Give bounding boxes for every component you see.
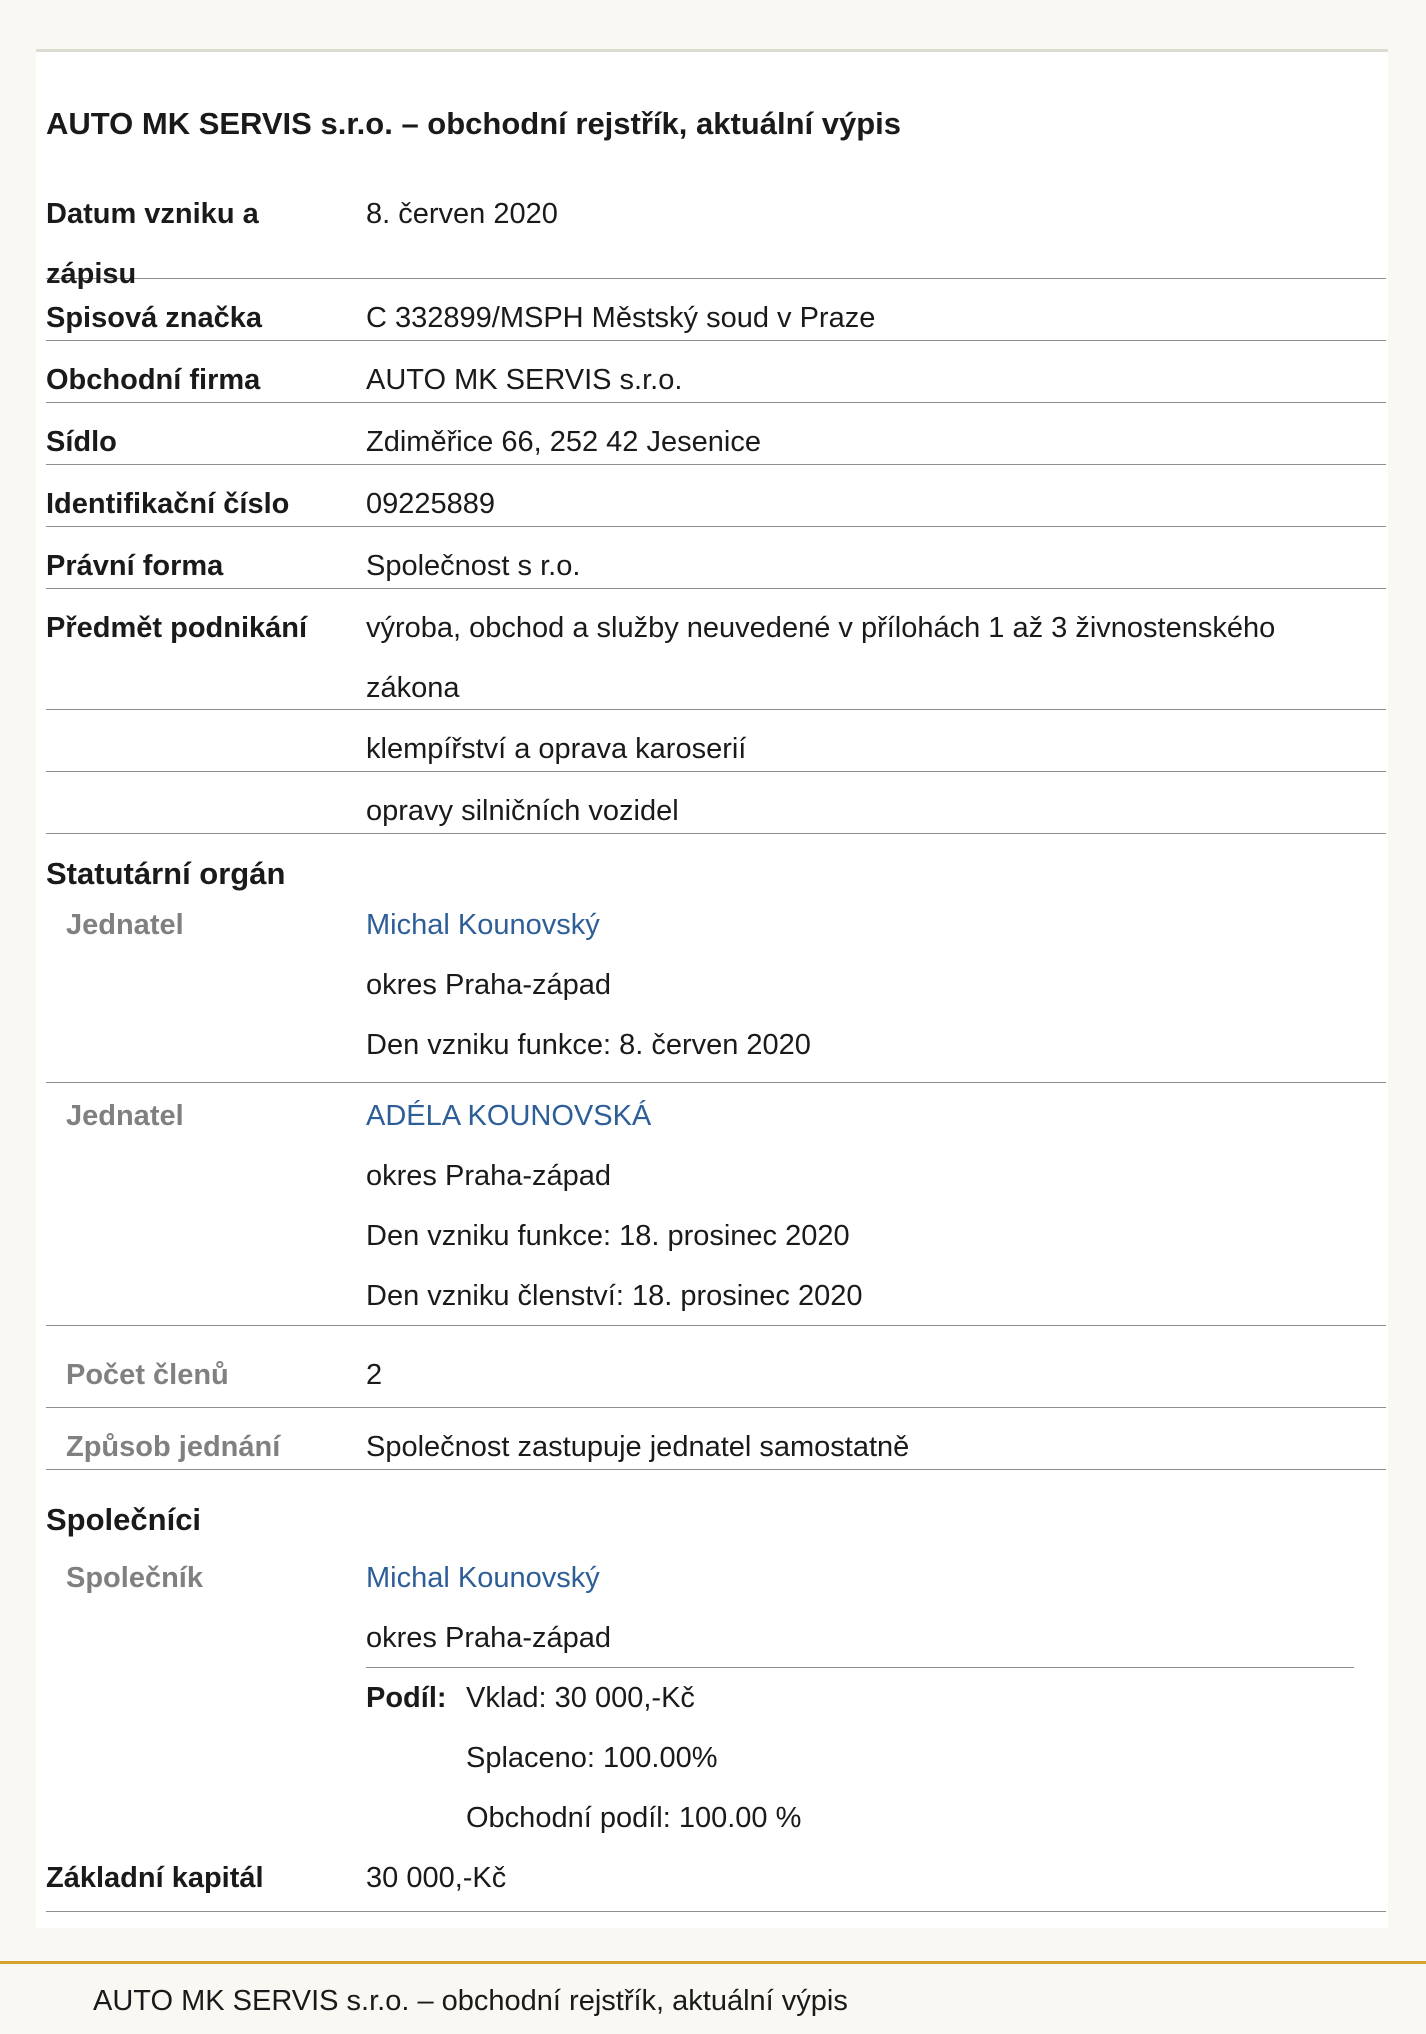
kapital-value: 30 000,-Kč [366,1862,507,1894]
spis-label: Spisová značka [46,302,262,334]
datum-label-line2: zápisu [46,258,137,290]
row-pravni-forma [46,526,1386,589]
predmet-item: klempířství a oprava karoserií [366,733,747,765]
row-predmet-1 [46,588,1386,710]
sidlo-label: Sídlo [46,426,117,458]
forma-label: Právní forma [46,550,224,582]
section-heading-statutarni: Statutární orgán [46,856,286,891]
sidlo-value: Zdiměřice 66, 252 42 Jesenice [366,426,761,458]
row-predmet-2 [46,709,1386,772]
datum-value: 8. červen 2020 [366,198,558,230]
predmet-item-cont: zákona [366,672,460,704]
row-ico [46,464,1386,527]
jednatel-name-link[interactable]: Michal Kounovský [366,909,600,941]
ico-label: Identifikační číslo [46,488,290,520]
row-spolecnik [46,1544,1386,1912]
firma-value: AUTO MK SERVIS s.r.o. [366,364,683,396]
forma-value: Společnost s r.o. [366,550,581,582]
register-card [36,49,1388,1928]
footer-title: AUTO MK SERVIS s.r.o. – obchodní rejstřík, aktuální výpis [93,1985,848,2017]
row-sidlo [46,402,1386,465]
predmet-item: opravy silničních vozidel [366,795,679,827]
jednatel-funkce: Den vzniku funkce: 18. prosinec 2020 [366,1220,850,1252]
ico-value: 09225889 [366,488,496,520]
jednatel-okres: okres Praha-západ [366,969,612,1001]
pocet-label: Počet členů [66,1359,229,1391]
row-obchodni-firma [46,340,1386,403]
podil-label: Podíl: [366,1682,447,1714]
row-predmet-3 [46,771,1386,834]
section-heading-spolecnici: Společníci [46,1502,202,1537]
zpusob-value: Společnost zastupuje jednatel samostatně [366,1431,910,1463]
row-datum-vzniku [46,158,1386,290]
jednatel-okres: okres Praha-západ [366,1160,612,1192]
podil-divider [366,1544,1354,1668]
row-pocet-clenu [46,1325,1386,1408]
podil-splaceno: Splaceno: 100.00% [466,1742,718,1774]
row-spisova-znacka [46,278,1386,341]
row-zpusob-jednani [46,1407,1386,1470]
row-jednatel-1 [46,899,1386,1083]
zpusob-label: Způsob jednání [66,1431,281,1463]
jednatel-role: Jednatel [66,909,184,941]
jednatel-role: Jednatel [66,1100,184,1132]
firma-label: Obchodní firma [46,364,261,396]
spolecnik-okres: okres Praha-západ [366,1622,612,1654]
jednatel-funkce: Den vzniku funkce: 8. červen 2020 [366,1029,811,1061]
spolecnik-name-link[interactable]: Michal Kounovský [366,1562,600,1594]
spis-value: C 332899/MSPH Městský soud v Praze [366,302,876,334]
pocet-value: 2 [366,1359,383,1391]
spolecnik-role: Společník [66,1562,203,1594]
row-jednatel-2 [46,1082,1386,1326]
page-title: AUTO MK SERVIS s.r.o. – obchodní rejstřík, aktuální výpis [46,106,902,141]
predmet-item: výroba, obchod a služby neuvedené v přílohách 1 až 3 živnostenského [366,612,1276,644]
jednatel-clenstvi: Den vzniku členství: 18. prosinec 2020 [366,1280,863,1312]
jednatel-name-link[interactable]: ADÉLA KOUNOVSKÁ [366,1100,652,1132]
podil-vklad: Vklad: 30 000,-Kč [466,1682,695,1714]
predmet-label: Předmět podnikání [46,612,308,644]
kapital-label: Základní kapitál [46,1862,264,1894]
podil-obchodni: Obchodní podíl: 100.00 % [466,1802,802,1834]
datum-label-line1: Datum vzniku a [46,198,259,230]
